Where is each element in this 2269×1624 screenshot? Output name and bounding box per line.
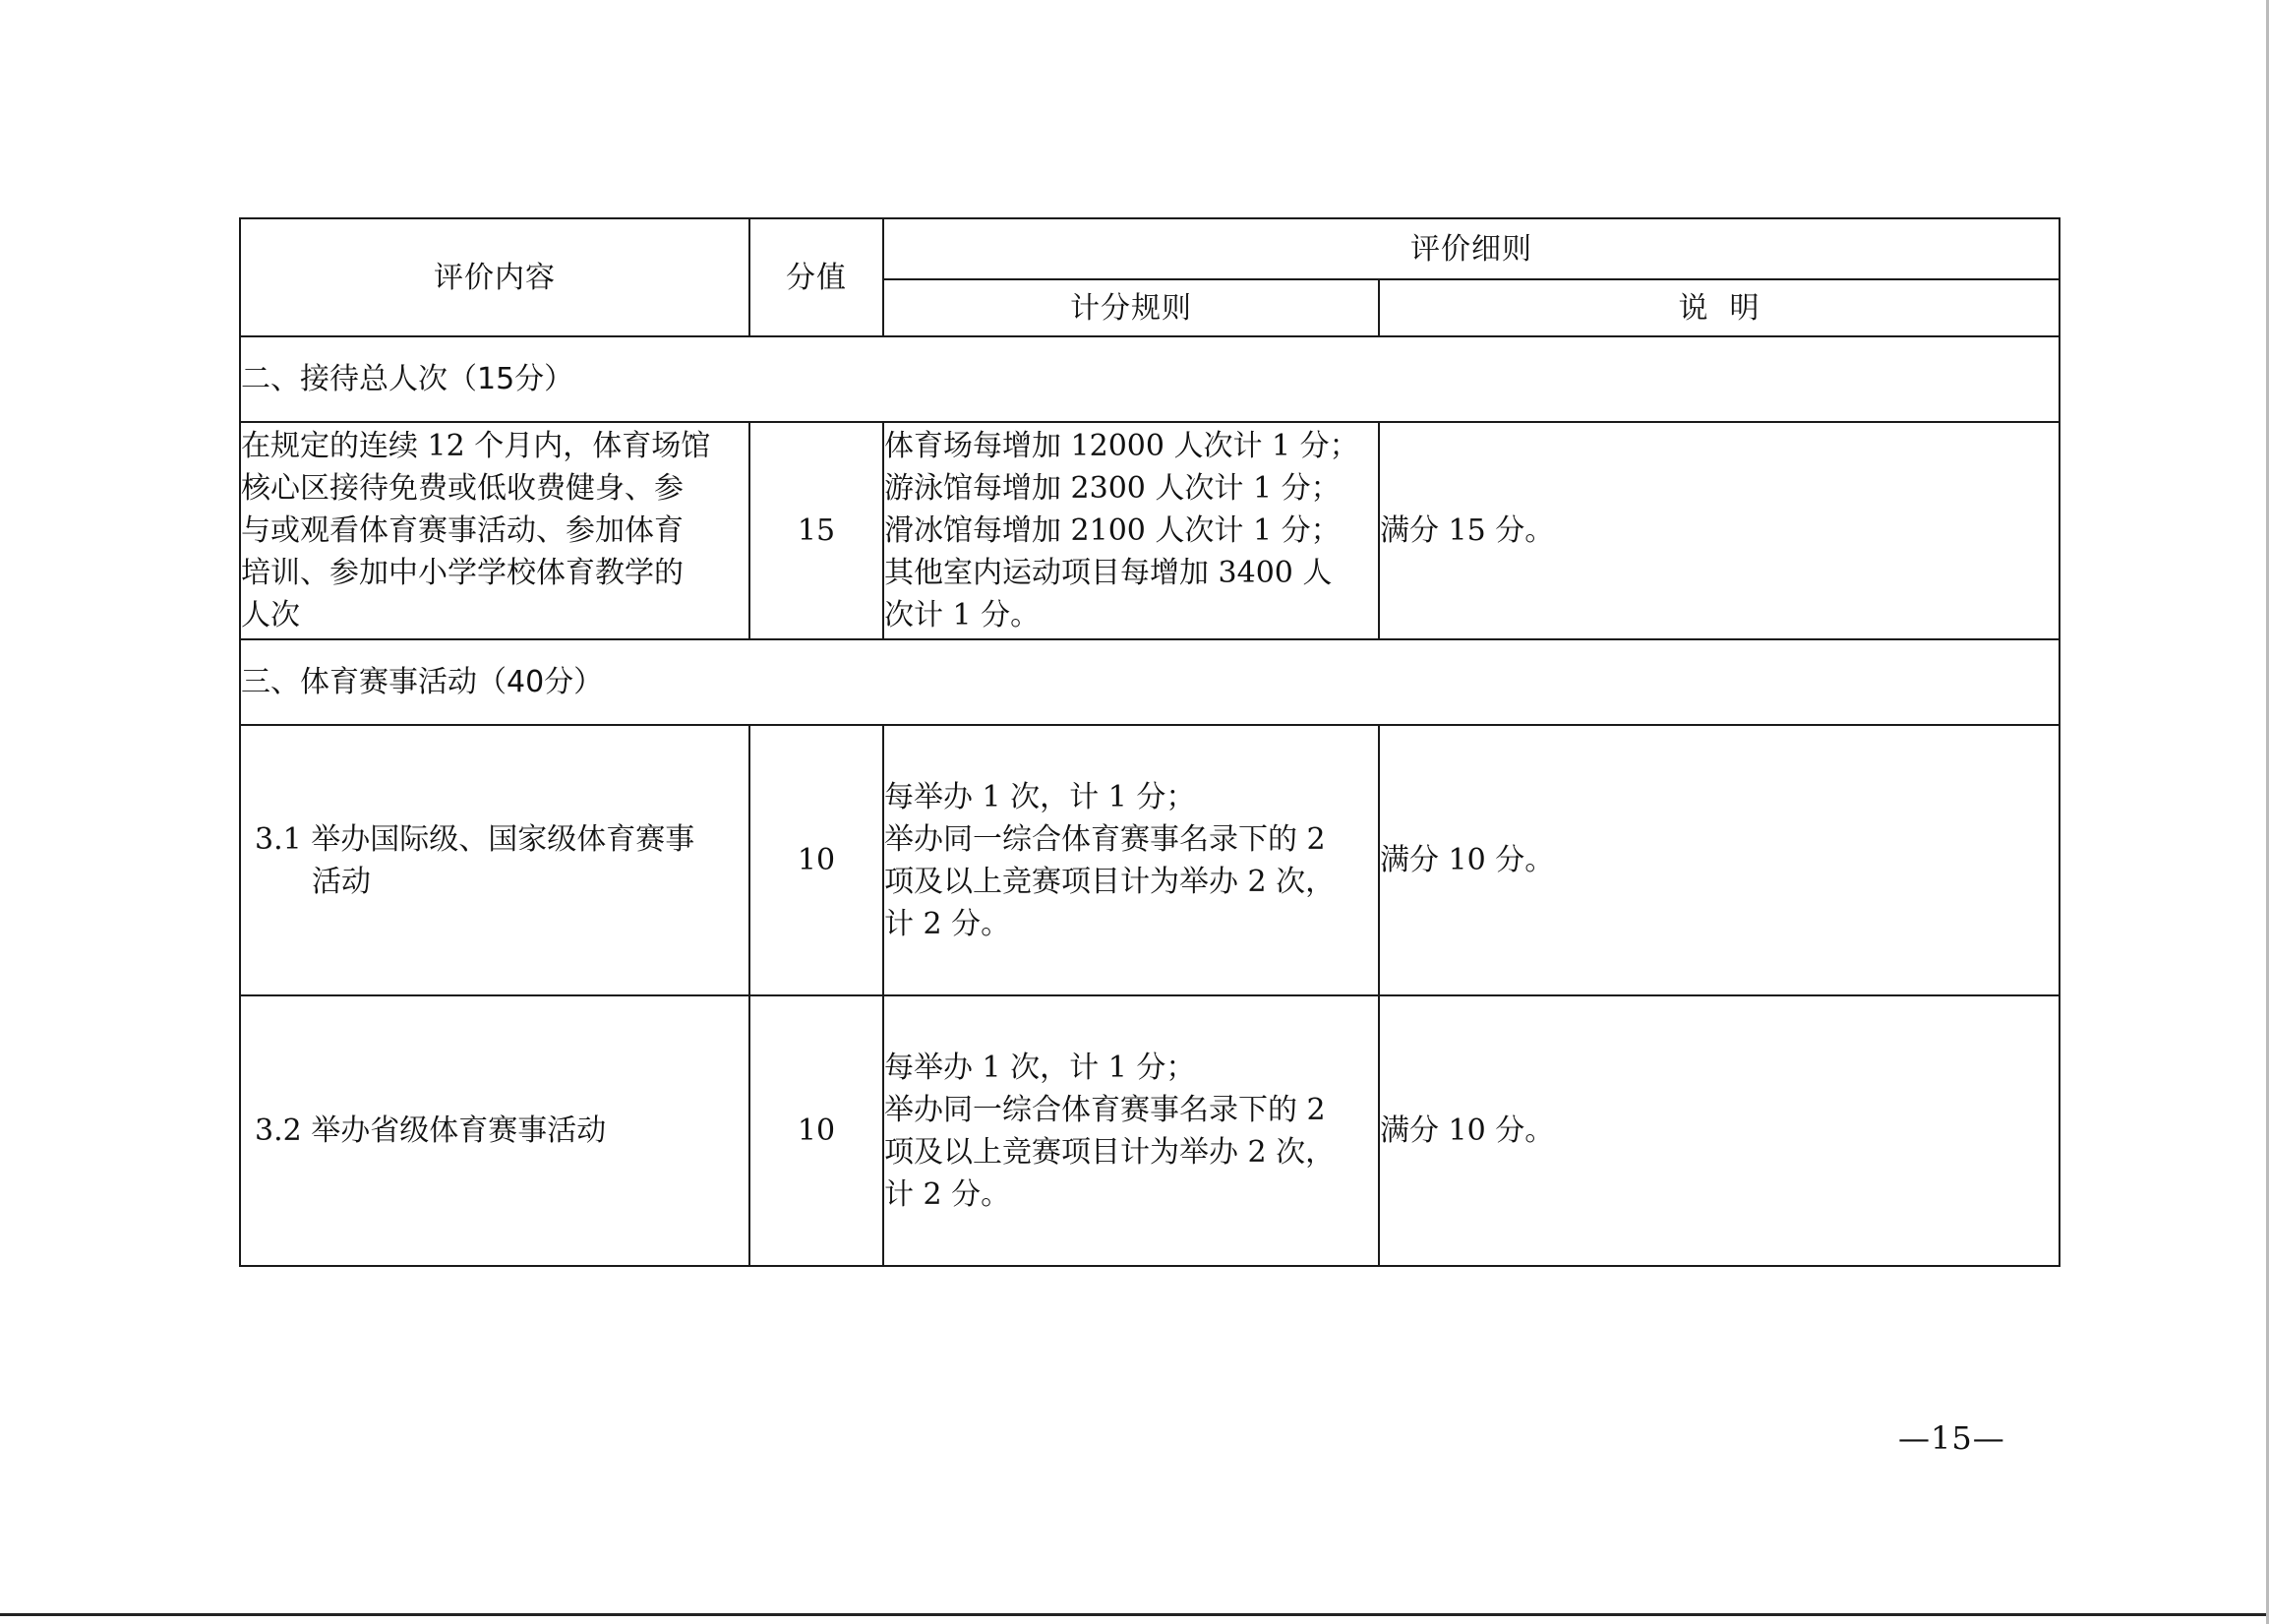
evaluation-table (239, 217, 2060, 1267)
rule-line: 次计 1 分。 (884, 598, 1041, 632)
table-row (240, 995, 2060, 1266)
content-line: 培训、参加中小学学校体育教学的 (241, 556, 684, 590)
content-line: 在规定的连续 12 个月内，体育场馆 (241, 429, 711, 463)
table-row (240, 725, 2060, 995)
content-line: 3.1 举办国际级、国家级体育赛事 (255, 821, 695, 857)
content-line: 活动 (312, 864, 371, 899)
header-detail: 评价细则 (883, 218, 2060, 279)
note-cell: 满分 15 分。 (1379, 422, 2060, 639)
section-row (240, 336, 2060, 422)
score-cell: 10 (749, 995, 883, 1266)
rule-line: 项及以上竞赛项目计为举办 2 次， (884, 1134, 1336, 1170)
note-cell: 满分 10 分。 (1379, 995, 2060, 1266)
content-line: 人次 (241, 598, 300, 632)
rule-line: 项及以上竞赛项目计为举办 2 次， (884, 864, 1336, 899)
rule-cell (883, 725, 1379, 995)
rule-line: 其他室内运动项目每增加 3400 人 (884, 556, 1333, 590)
content-cell (240, 995, 749, 1266)
section-row (240, 639, 2060, 725)
note-cell: 满分 10 分。 (1379, 725, 2060, 995)
score-cell: 10 (749, 725, 883, 995)
rule-line: 每举办 1 次，计 1 分； (884, 779, 1196, 814)
rule-cell (883, 995, 1379, 1266)
rule-line: 计 2 分。 (884, 906, 1011, 941)
content-line: 3.2 举办省级体育赛事活动 (255, 1113, 607, 1148)
page-bottom-border (0, 1613, 2269, 1616)
rule-line: 每举办 1 次，计 1 分； (884, 1050, 1196, 1085)
content-cell (240, 422, 749, 639)
header-rule: 计分规则 (883, 279, 1379, 336)
page-number: —15— (1898, 1419, 2005, 1457)
rule-line: 举办同一综合体育赛事名录下的 2 (884, 821, 1326, 857)
rule-line: 计 2 分。 (884, 1176, 1011, 1212)
rule-line: 游泳馆每增加 2300 人次计 1 分； (884, 471, 1341, 506)
rule-line: 滑冰馆每增加 2100 人次计 1 分； (884, 513, 1341, 548)
rule-line: 举办同一综合体育赛事名录下的 2 (884, 1092, 1326, 1127)
content-line: 与或观看体育赛事活动、参加体育 (241, 513, 684, 548)
table-row (240, 422, 2060, 639)
section-title: 二、接待总人次（15分） (240, 336, 2060, 422)
header-score: 分值 (749, 218, 883, 336)
section-title: 三、体育赛事活动（40分） (240, 639, 2060, 725)
header-content: 评价内容 (240, 218, 749, 336)
header-row-1 (240, 218, 2060, 279)
rule-line: 体育场每增加 12000 人次计 1 分； (884, 429, 1359, 463)
header-note: 说 明 (1379, 279, 2060, 336)
content-cell (240, 725, 749, 995)
rule-cell (883, 422, 1379, 639)
content-line: 核心区接待免费或低收费健身、参 (241, 471, 684, 506)
score-cell: 15 (749, 422, 883, 639)
